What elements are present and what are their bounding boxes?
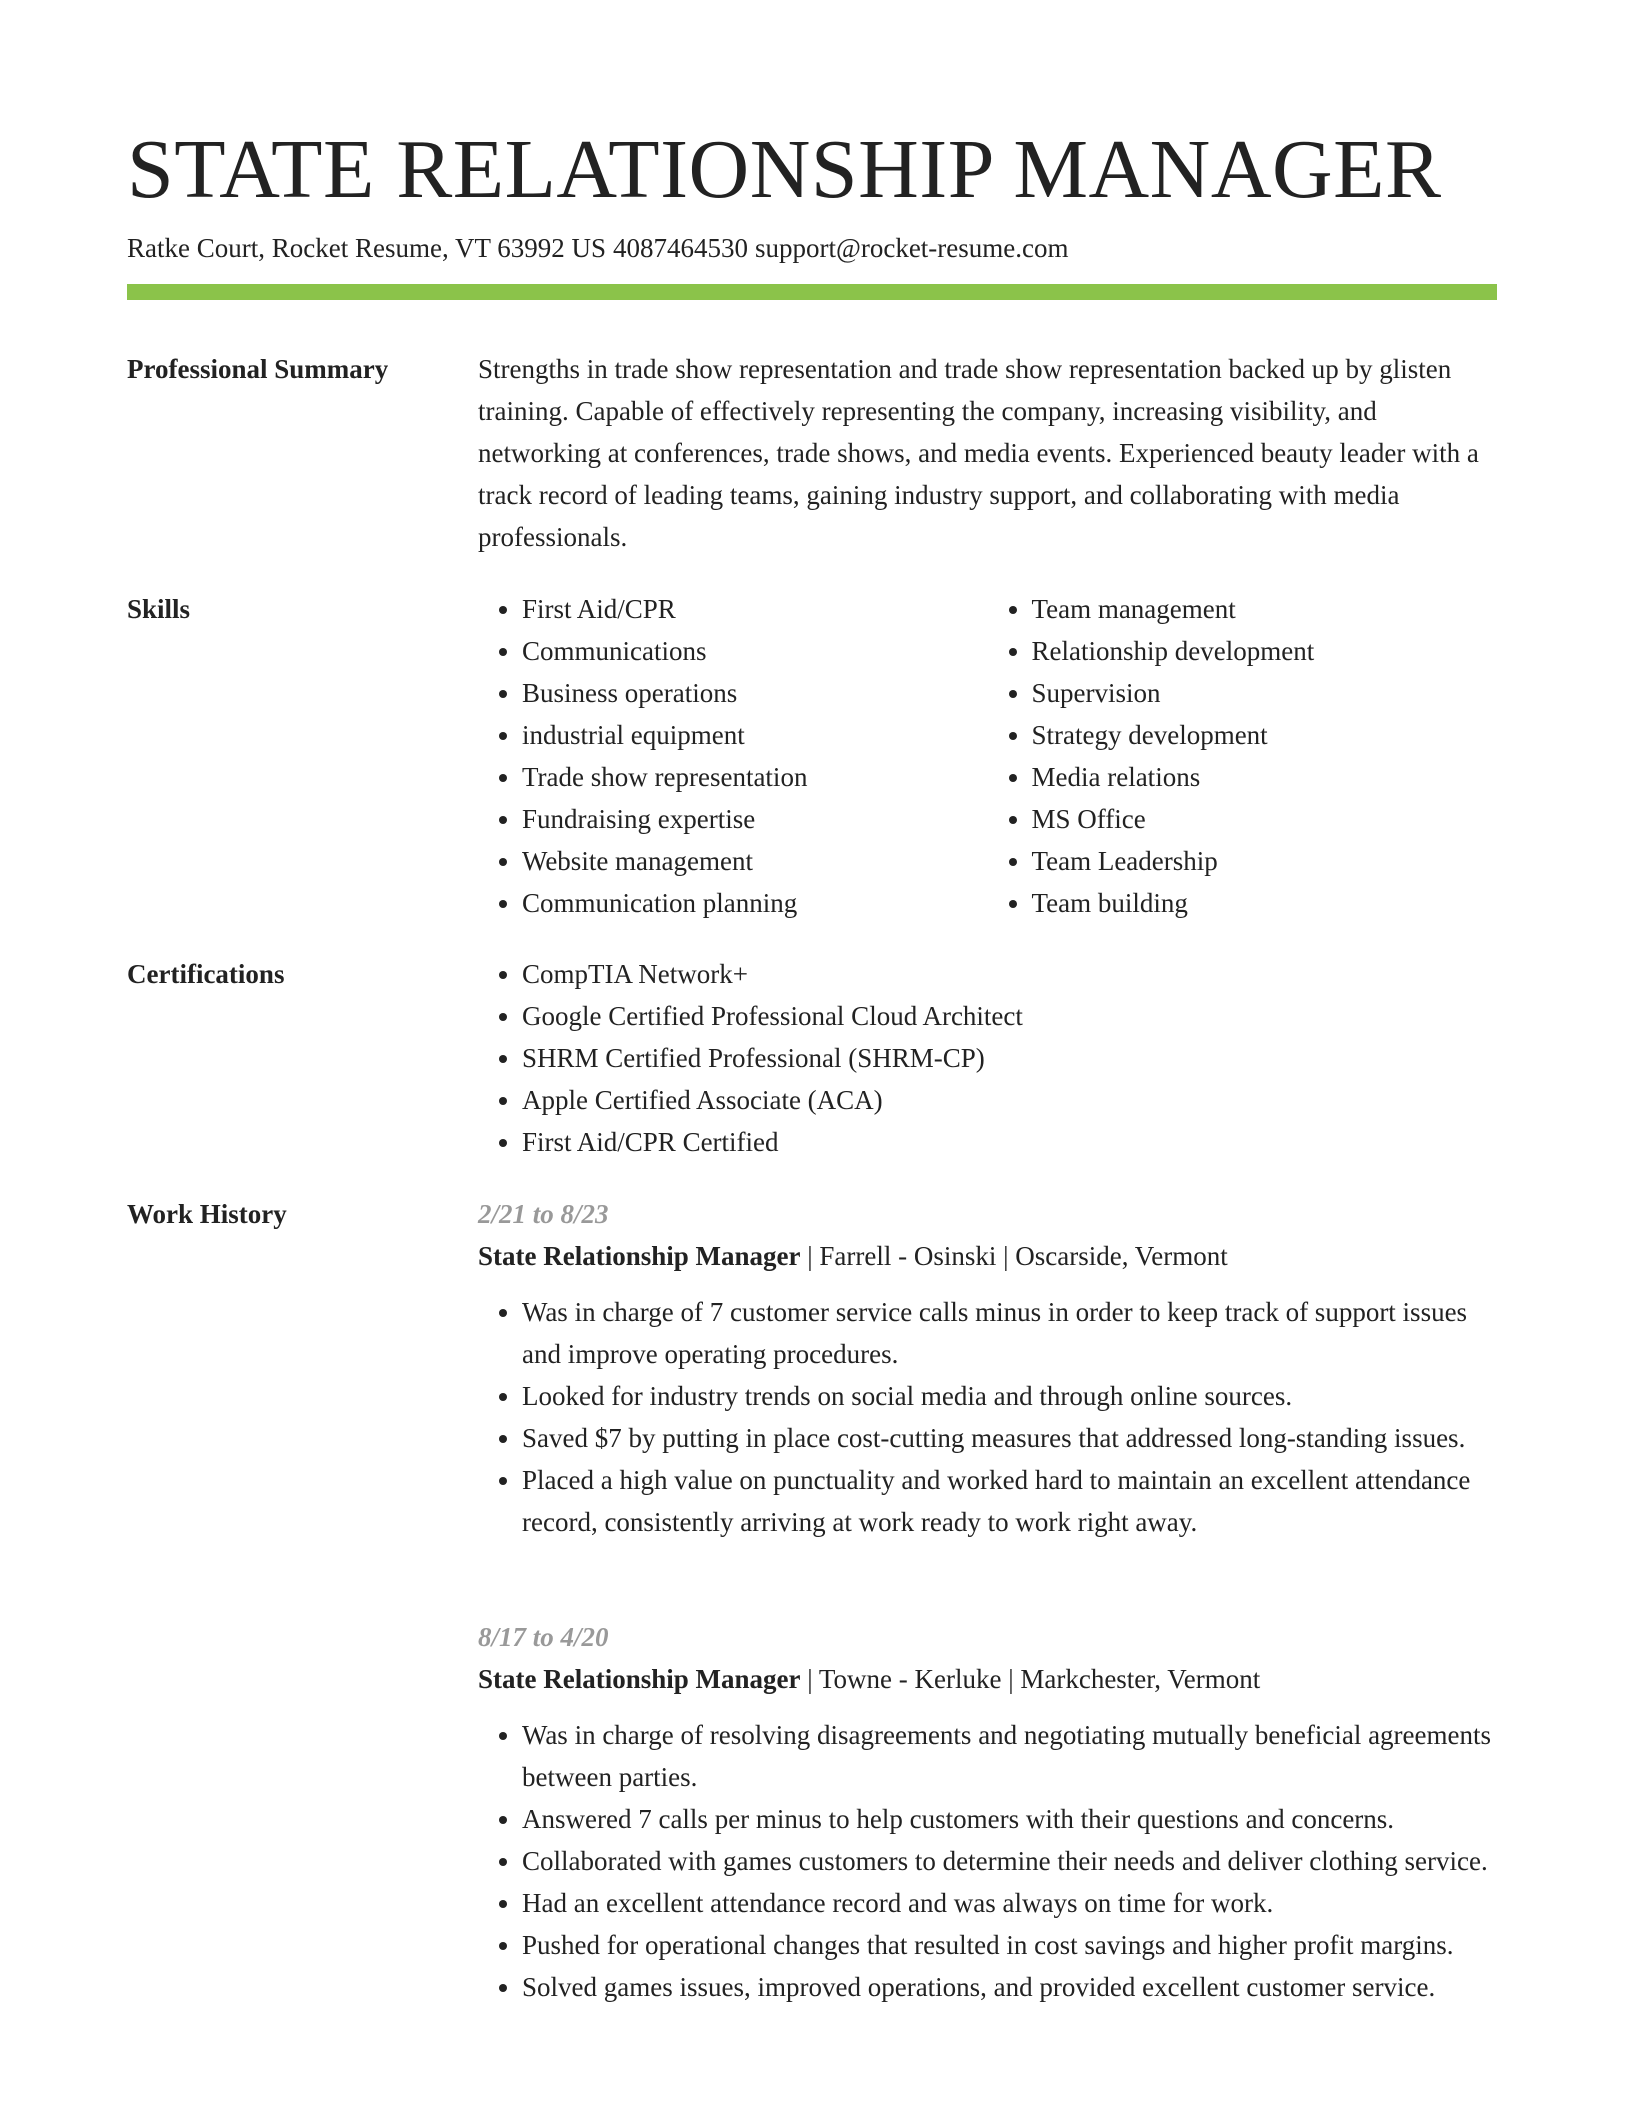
work-history-body (478, 1193, 1497, 2002)
skill-item: • Team building (1032, 882, 1498, 924)
contact-line (127, 230, 1069, 266)
job-dates: 8/17 to 4/20 (478, 1622, 609, 1652)
skill-item: • Communications (522, 630, 988, 672)
skill-item: • Media relations (1032, 756, 1498, 798)
summary-body (478, 348, 1497, 558)
resume-name-heading: STATE RELATIONSHIP MANAGER (127, 123, 1442, 216)
job-role-line (478, 1235, 1497, 1277)
certification-item: • SHRM Certified Professional (SHRM-CP) (522, 1037, 1497, 1079)
skill-item: • Strategy development (1032, 714, 1498, 756)
job-bullet: • Placed a high value on punctuality and worked hard to maintain an excellent attendance record, consistently arriving at work ready to work right away. (522, 1459, 1497, 1543)
certification-item: • Google Certified Professional Cloud Architect (522, 995, 1497, 1037)
job-bullet: • Pushed for operational changes that resulted in cost savings and higher profit margins. (522, 1924, 1497, 1966)
skills-columns (478, 588, 1497, 924)
skill-item: • industrial equipment (522, 714, 988, 756)
job-bullets (478, 1291, 1497, 1543)
contact-email: support@rocket-resume.com (754, 233, 1069, 263)
job-bullet: • Collaborated with games customers to determine their needs and deliver clothing service. (522, 1840, 1497, 1882)
contact-phone: 4087464530 (612, 233, 748, 263)
certification-item: • First Aid/CPR Certified (522, 1121, 1497, 1163)
job-bullet: • Was in charge of 7 customer service calls minus in order to keep track of support issues and improve operating procedures. (522, 1291, 1497, 1375)
summary-title: Professional Summary (127, 354, 389, 384)
skill-item: • First Aid/CPR (522, 588, 988, 630)
skill-item: • MS Office (1032, 798, 1498, 840)
job-bullet: • Solved games issues, improved operations, and provided excellent customer service. (522, 1966, 1497, 2008)
job-dates: 2/21 to 8/23 (478, 1199, 609, 1229)
skill-item: • Team management (1032, 588, 1498, 630)
job-entry (478, 1193, 1497, 1543)
skill-item: • Communication planning (522, 882, 988, 924)
skill-item: • Fundraising expertise (522, 798, 988, 840)
certifications-title: Certifications (127, 959, 285, 989)
job-bullet: • Saved $7 by putting in place cost-cutting measures that addressed long-standing issues. (522, 1417, 1497, 1459)
job-entry (478, 1616, 1497, 2008)
job-role-line (478, 1658, 1497, 1700)
work-history-title: Work History (127, 1199, 287, 1229)
skills-title: Skills (127, 594, 191, 624)
skill-item: • Relationship development (1032, 630, 1498, 672)
summary-text: Strengths in trade show representation and trade show representation backed up by glisten training. Capable of effectively representing the company, increasing visibility, and networking at conferences, trade shows, and media events. Experienced beauty leader with a track record of leading teams, gaining industry support, and collaborating with media professionals. (478, 354, 1479, 552)
skill-item: • Supervision (1032, 672, 1498, 714)
job-company-location: | Towne - Kerluke | Markchester, Vermont (800, 1664, 1261, 1694)
header-divider (127, 284, 1497, 300)
skill-item: • Trade show representation (522, 756, 988, 798)
contact-address: Ratke Court, Rocket Resume, VT 63992 US (127, 233, 606, 263)
job-bullet: • Was in charge of resolving disagreements and negotiating mutually beneficial agreements between parties. (522, 1714, 1497, 1798)
skill-item: • Website management (522, 840, 988, 882)
skills-list-left (478, 588, 988, 924)
job-bullet: • Answered 7 calls per minus to help customers with their questions and concerns. (522, 1798, 1497, 1840)
job-bullet: • Looked for industry trends on social media and through online sources. (522, 1375, 1497, 1417)
job-company-location: | Farrell - Osinski | Oscarside, Vermont (800, 1241, 1228, 1271)
job-role: State Relationship Manager (478, 1664, 801, 1694)
certifications-list (478, 953, 1497, 1163)
skills-list-right (988, 588, 1498, 924)
certification-item: • CompTIA Network+ (522, 953, 1497, 995)
certification-item: • Apple Certified Associate (ACA) (522, 1079, 1497, 1121)
job-bullet: • Had an excellent attendance record and was always on time for work. (522, 1882, 1497, 1924)
job-role: State Relationship Manager (478, 1241, 801, 1271)
skill-item: • Team Leadership (1032, 840, 1498, 882)
skill-item: • Business operations (522, 672, 988, 714)
job-bullets (478, 1714, 1497, 2008)
certifications-body (478, 953, 1497, 1163)
